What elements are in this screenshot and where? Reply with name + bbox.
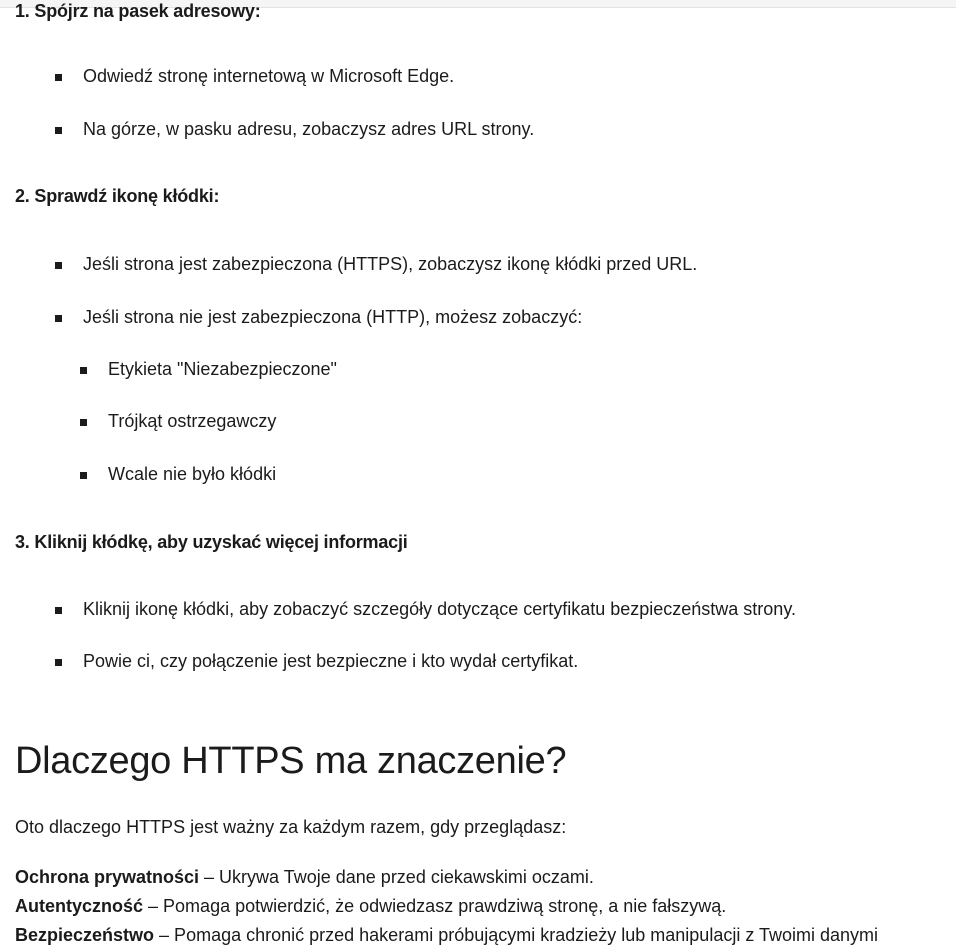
sub-list-item	[108, 464, 276, 485]
bullet-icon	[80, 419, 87, 426]
intro-paragraph: Oto dlaczego HTTPS jest ważny za każdym razem, gdy przeglądasz:	[15, 817, 567, 837]
benefit-line	[15, 896, 726, 917]
list-item-text: Kliknij ikonę kłódki, aby zobaczyć szczegóły dotyczące certyfikatu bezpieczeństwa strony.	[83, 599, 796, 619]
list-item	[83, 599, 796, 620]
benefit-description: – Pomaga chronić przed hakerami próbującymi kradzieży lub manipulacji z Twoimi danymi	[154, 925, 879, 945]
sub-list-item	[108, 359, 337, 380]
list-item	[83, 651, 578, 672]
bullet-icon	[55, 659, 62, 666]
benefit-line	[15, 867, 594, 888]
bullet-icon	[80, 472, 87, 479]
list-item	[83, 254, 697, 275]
benefit-description: – Ukrywa Twoje dane przed ciekawskimi oczami.	[199, 867, 594, 887]
sub-list-item-text: Wcale nie było kłódki	[108, 464, 277, 484]
bullet-icon	[55, 74, 62, 81]
benefit-description: – Pomaga potwierdzić, że odwiedzasz prawdziwą stronę, a nie fałszywą.	[143, 896, 727, 916]
section-3-heading: 3. Kliknij kłódkę, aby uzyskać więcej informacji	[15, 532, 408, 552]
bullet-icon	[55, 607, 62, 614]
benefit-line	[15, 925, 878, 946]
bullet-icon	[55, 262, 62, 269]
list-item	[83, 66, 454, 87]
section-title: Dlaczego HTTPS ma znaczenie?	[15, 740, 567, 782]
benefit-term: Bezpieczeństwo	[15, 925, 155, 945]
list-item-text: Jeśli strona jest zabezpieczona (HTTPS), zobaczysz ikonę kłódki przed URL.	[83, 254, 698, 274]
bullet-icon	[55, 315, 62, 322]
list-item	[83, 119, 534, 140]
benefit-term: Ochrona prywatności	[15, 867, 200, 887]
list-item-text: Jeśli strona nie jest zabezpieczona (HTTP), możesz zobaczyć:	[83, 307, 583, 327]
bullet-icon	[80, 367, 87, 374]
list-item-text: Powie ci, czy połączenie jest bezpieczne i kto wydał certyfikat.	[83, 651, 579, 671]
sub-list-item	[108, 411, 276, 432]
benefit-term: Autentyczność	[15, 896, 144, 916]
list-item-text: Na górze, w pasku adresu, zobaczysz adres URL strony.	[83, 119, 535, 139]
section-1-heading: 1. Spójrz na pasek adresowy:	[15, 1, 261, 21]
bullet-icon	[55, 127, 62, 134]
list-item	[83, 307, 582, 328]
sub-list-item-text: Trójkąt ostrzegawczy	[108, 411, 277, 431]
sub-list-item-text: Etykieta "Niezabezpieczone"	[108, 359, 337, 379]
section-2-heading: 2. Sprawdź ikonę kłódki:	[15, 186, 220, 206]
list-item-text: Odwiedź stronę internetową w Microsoft Edge.	[83, 66, 455, 86]
